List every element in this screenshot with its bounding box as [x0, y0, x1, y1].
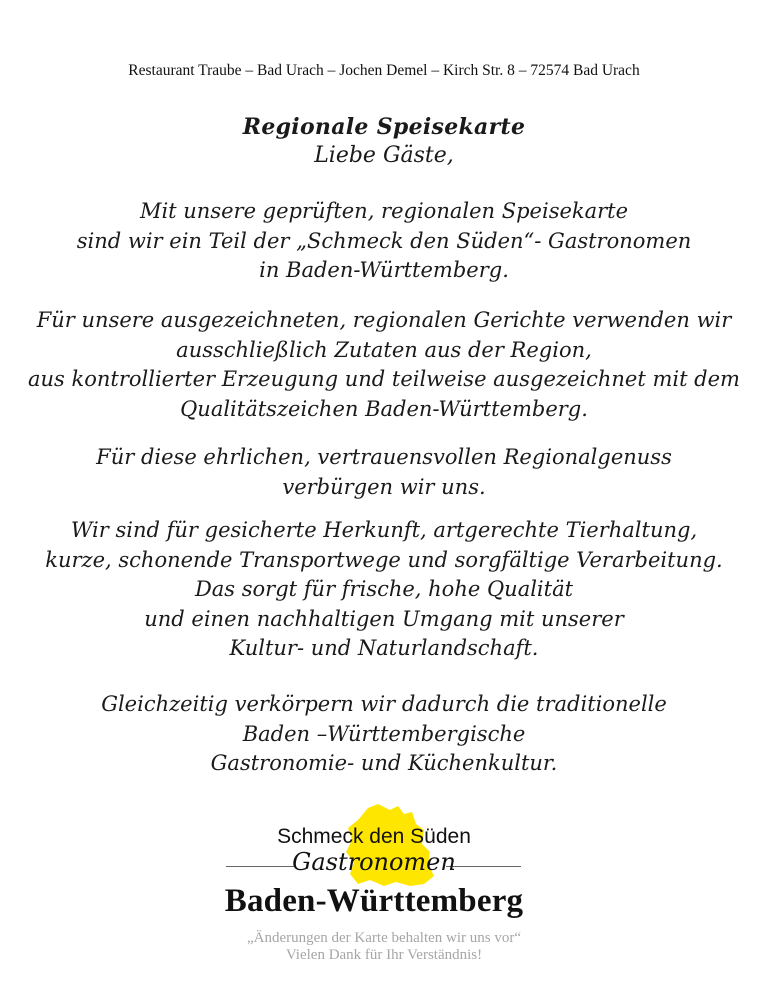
paragraph-line: in Baden-Württemberg. [259, 258, 509, 282]
schmeck-den-sueden-logo [218, 800, 530, 926]
paragraph-line: Wir sind für gesicherte Herkunft, artgerechte Tierhaltung, [70, 518, 698, 542]
paragraph-guarantee [0, 443, 768, 502]
paragraph-line: und einen nachhaltigen Umgang mit unserer [144, 606, 624, 631]
paragraph-line: Mit unsere geprüften, regionalen Speisekarte [139, 199, 629, 223]
restaurant-address-header: Restaurant Traube – Bad Urach – Jochen Demel – Kirch Str. 8 – 72574 Bad Urach [128, 62, 640, 79]
paragraph-line: Kultur- und Naturlandschaft. [229, 636, 539, 660]
paragraph-line: Qualitätszeichen Baden-Württemberg. [180, 396, 588, 421]
paragraph-line: verbürgen wir uns. [282, 474, 486, 499]
paragraph-line: Für diese ehrlichen, vertrauensvollen Regionalgenuss [96, 445, 672, 469]
paragraph-line: Das sorgt für frische, hohe Qualität [194, 577, 574, 601]
logo-line-gastronomen: Gastronomen [292, 848, 456, 876]
paragraph-line: Gastronomie- und Küchenkultur. [210, 751, 558, 775]
footer-thanks: Vielen Dank für Ihr Verständnis! [285, 947, 483, 963]
paragraph-ingredients [0, 306, 768, 424]
footer-notice: „Änderungen der Karte behalten wir uns vor“ [246, 930, 522, 946]
paragraph-line: kurze, schonende Transportwege und sorgfältige Verarbeitung. [45, 547, 723, 572]
paragraph-line: aus kontrollierter Erzeugung und teilweise ausgezeichnet mit dem [28, 367, 740, 391]
paragraph-intro [0, 197, 768, 286]
logo-line-baden-wuerttemberg: Baden-Württemberg [224, 883, 524, 919]
paragraph-line: ausschließlich Zutaten aus der Region, [176, 337, 592, 362]
paragraph-line: Baden –Württembergische [242, 721, 526, 746]
paragraph-origin [0, 516, 768, 664]
logo-line-schmeck: Schmeck den Süden [277, 825, 471, 848]
menu-title: Regionale Speisekarte [242, 114, 526, 140]
paragraph-line: Für unsere ausgezeichneten, regionalen Gerichte verwenden wir [36, 308, 732, 332]
paragraph-line: sind wir ein Teil der „Schmeck den Süden“- Gastronomen [76, 228, 692, 253]
paragraph-line: Gleichzeitig verkörpern wir dadurch die traditionelle [101, 692, 667, 716]
greeting: Liebe Gäste, [314, 143, 454, 168]
paragraph-tradition [0, 690, 768, 779]
